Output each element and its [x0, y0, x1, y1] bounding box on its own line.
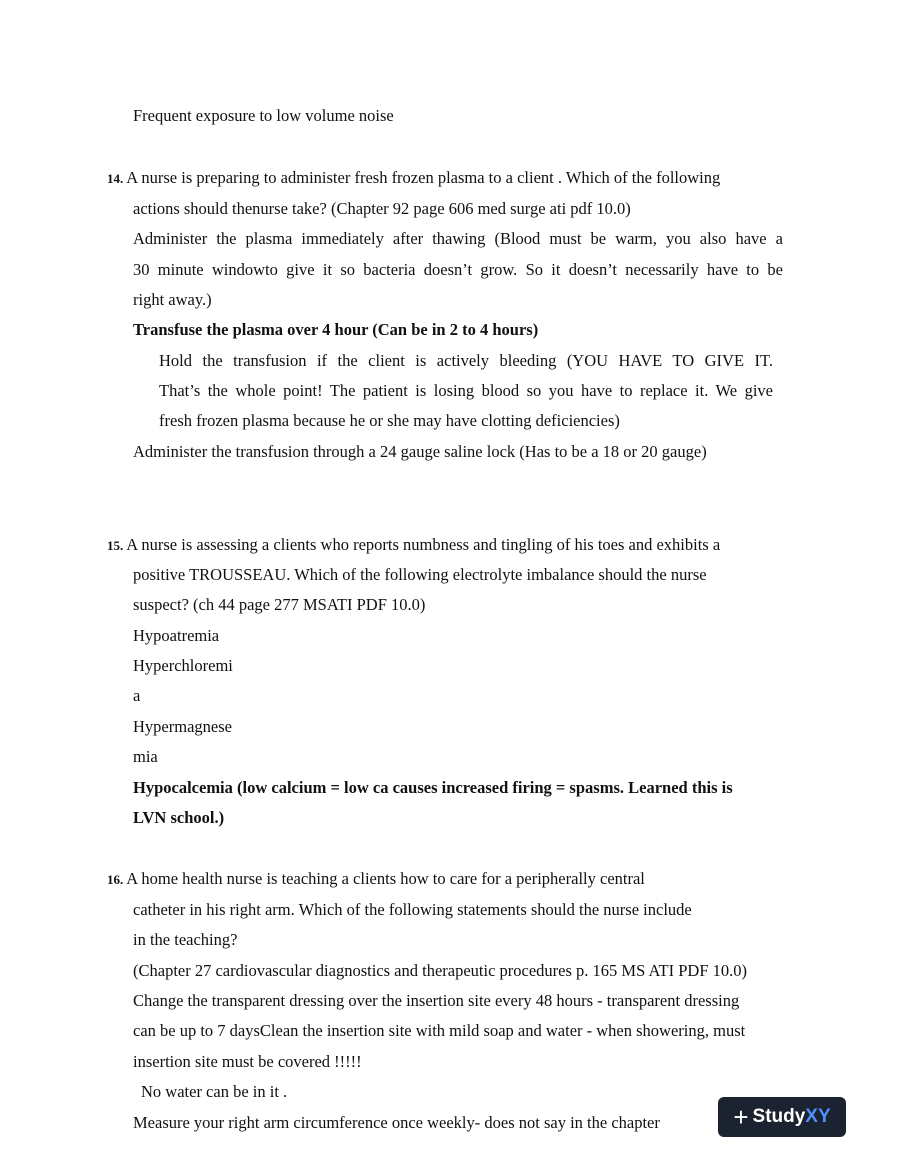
answer-option: right away.): [133, 290, 212, 309]
correct-answer: Hypocalcemia (low calcium = low ca causes increased firing = spasms. Learned this is: [133, 778, 733, 797]
answer-option: Measure your right arm circumference once weekly- does not say in the chapter: [133, 1113, 660, 1132]
studyxy-badge[interactable]: [718, 1097, 846, 1137]
answer-option: No water can be in it .: [141, 1082, 288, 1101]
answer-option: That’s the whole point! The patient is losing blood so you have to replace it. We give: [159, 381, 773, 400]
answer-option: can be up to 7 daysClean the insertion site with mild soap and water - when showering, must: [133, 1021, 746, 1040]
question-text: catheter in his right arm. Which of the following statements should the nurse include: [133, 900, 692, 919]
question-text: (Chapter 27 cardiovascular diagnostics and therapeutic procedures p. 165 MS ATI PDF 10.0): [133, 961, 748, 980]
answer-option: insertion site must be covered !!!!!: [133, 1052, 362, 1071]
badge-name: Study: [752, 1106, 806, 1127]
question-16: [107, 869, 645, 890]
answer-option: Hypoatremia: [133, 626, 220, 645]
answer-option: 30 minute windowto give it so bacteria doesn’t grow. So it doesn’t necessarily have to be: [133, 260, 783, 279]
question-text: A nurse is assessing a clients who reports numbness and tingling of his toes and exhibits a: [126, 535, 721, 554]
question-text: actions should thenurse take? (Chapter 92 page 606 med surge ati pdf 10.0): [133, 199, 631, 218]
answer-option: Change the transparent dressing over the insertion site every 48 hours - transparent dressing: [133, 991, 740, 1010]
answer-option: Frequent exposure to low volume noise: [133, 106, 394, 125]
question-15: [107, 535, 720, 556]
answer-option: Administer the plasma immediately after thawing (Blood must be warm, you also have a: [133, 229, 783, 248]
answer-option: a: [133, 686, 141, 705]
question-14: [107, 168, 720, 189]
plus-icon: +: [733, 1102, 749, 1132]
question-number: 15.: [107, 538, 124, 553]
answer-option: mia: [133, 747, 158, 766]
answer-option: Hypermagnese: [133, 717, 232, 736]
answer-option: fresh frozen plasma because he or she may have clotting deficiencies): [159, 411, 620, 430]
question-text: A home health nurse is teaching a clients how to care for a peripherally central: [126, 869, 645, 888]
answer-option: Administer the transfusion through a 24 gauge saline lock (Has to be a 18 or 20 gauge): [133, 442, 707, 461]
answer-option: Hold the transfusion if the client is actively bleeding (YOU HAVE TO GIVE IT.: [159, 351, 773, 370]
question-text: suspect? (ch 44 page 277 MSATI PDF 10.0): [133, 595, 426, 614]
question-text: in the teaching?: [133, 930, 238, 949]
question-number: 14.: [107, 171, 124, 186]
answer-option: Hyperchloremi: [133, 656, 233, 675]
question-text: positive TROUSSEAU. Which of the following electrolyte imbalance should the nurse: [133, 565, 707, 584]
question-number: 16.: [107, 872, 124, 887]
question-text: A nurse is preparing to administer fresh frozen plasma to a client . Which of the following: [126, 168, 721, 187]
correct-answer: LVN school.): [133, 808, 225, 827]
badge-accent: XY: [805, 1106, 831, 1127]
correct-answer: Transfuse the plasma over 4 hour (Can be in 2 to 4 hours): [133, 320, 539, 339]
